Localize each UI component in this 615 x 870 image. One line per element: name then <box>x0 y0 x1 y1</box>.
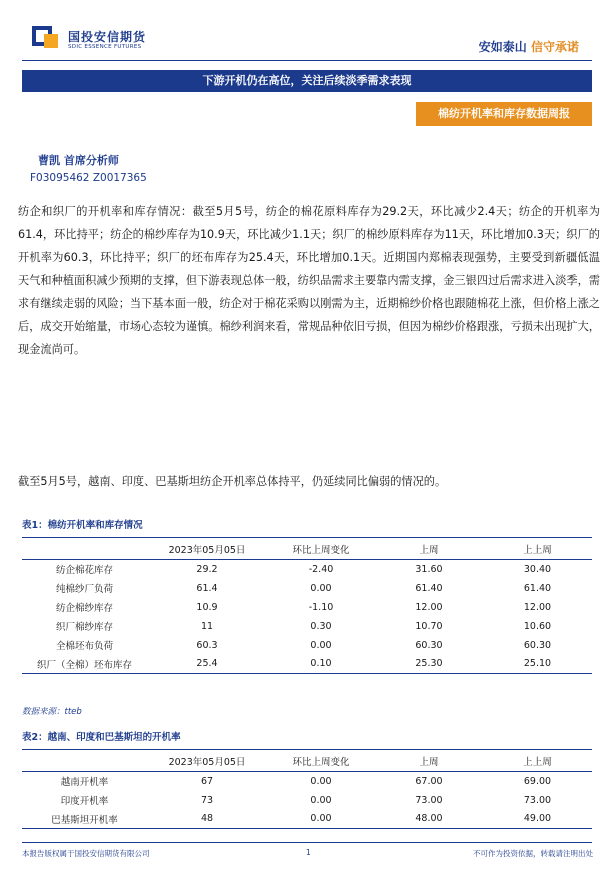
row-label: 巴基斯坦开机率 <box>51 814 118 826</box>
page-number: 1 <box>306 848 311 857</box>
analyst-license: F03095462 Z0017365 <box>30 172 147 184</box>
paragraph-summary: 纺企和织厂的开机率和库存情况：截至5月5号，纺企的棉花原料库存为29.2天，环比减少2.4天；纺企的开机率为61.4，环比持平；纺企的棉纱库存为10.9天，环比减少1.1天；织厂的棉纱原料库存为11天，环比增加0.3天；织厂的开机率为60.3，环比持平；织厂的坯布库存为25.4天，环比增加0.1天。近期国内郑棉表现强势，主要受到新疆低温天气和种植面积减少预期的支撑，但下游表现总体一般，纺织品需求主要靠内需支撑，金三银四过后需求进入淡季，需求有继续走弱的风险；当下基本面一般，纺企对于棉花采购以刚需为主，近期棉纱价格也跟随棉花上涨，但价格上涨之后，成交开始缩量，市场心态较为谨慎。棉纱利润来看，常规品种依旧亏损，但因为棉纱价格跟涨，亏损未出现扩大，现金流尚可。 <box>18 205 600 356</box>
table-cell: 61.40 <box>415 582 443 594</box>
table1 <box>22 537 592 674</box>
table-cell: 60.30 <box>523 639 552 651</box>
table-cell: 67.00 <box>415 775 443 787</box>
row-label: 纯棉纱厂负荷 <box>55 584 113 595</box>
table-cell: 12.00 <box>415 601 443 613</box>
table-cell: 73.00 <box>523 794 552 806</box>
table-header-cell: 上周 <box>419 544 439 556</box>
table-cell: 10.60 <box>523 620 552 632</box>
table-row <box>22 772 592 791</box>
table-cell: 29.2 <box>196 563 218 575</box>
table-cell: 10.9 <box>196 601 218 613</box>
table-cell: 61.4 <box>196 582 218 594</box>
table-cell: 10.70 <box>415 620 443 632</box>
table2 <box>22 749 592 829</box>
row-label: 纺企棉花库存 <box>55 565 113 577</box>
data-source-note: 数据来源：tteb <box>22 707 82 717</box>
table-cell: 0.00 <box>310 813 332 825</box>
table-header-cell: 环比上周变化 <box>292 544 350 556</box>
table-cell: 60.30 <box>415 639 443 651</box>
table-row <box>22 617 592 636</box>
table-header-cell: 上上周 <box>523 756 552 768</box>
table-header-cell: 2023年05月05日 <box>168 544 246 556</box>
table-cell: 0.10 <box>310 658 332 670</box>
slogan <box>479 38 579 55</box>
table-cell: 0.00 <box>310 775 332 787</box>
company-logo-icon <box>32 26 62 48</box>
table-header-row <box>22 750 592 772</box>
report-title: 下游开机仍在高位，关注后续淡季需求表现 <box>22 70 592 92</box>
table-cell: 49.00 <box>523 813 552 825</box>
header-divider <box>22 60 592 61</box>
table-cell: 11 <box>200 620 214 632</box>
table-row <box>22 810 592 829</box>
page-header <box>0 0 615 62</box>
table-cell: 31.60 <box>415 563 443 575</box>
table-header-cell <box>22 538 147 560</box>
table-cell: 73 <box>200 794 214 806</box>
slogan-part-b: 信守承诺 <box>530 40 579 54</box>
table-header-cell: 环比上周变化 <box>292 756 350 768</box>
row-label: 印度开机率 <box>60 796 109 807</box>
table-cell: 25.30 <box>415 658 443 670</box>
footer-copyright: 本报告版权属于国投安信期货有限公司 <box>22 849 150 858</box>
logo-chinese-name: 国投安信期货 <box>68 30 147 44</box>
table-row <box>22 655 592 674</box>
table-cell: 48 <box>200 813 214 825</box>
table-header-cell: 上上周 <box>523 544 552 556</box>
slogan-part-a: 安如泰山 <box>478 40 527 54</box>
table-cell: 73.00 <box>415 794 443 806</box>
table-cell: 0.00 <box>310 794 332 806</box>
table-cell: 0.00 <box>310 582 332 594</box>
table-row <box>22 579 592 598</box>
table-header-cell: 上周 <box>419 756 439 768</box>
table-header-cell <box>22 750 147 772</box>
footer-divider <box>22 842 592 843</box>
table-cell: -1.10 <box>308 601 334 613</box>
table-header-row <box>22 538 592 560</box>
paragraph-overseas: 截至5月5号，越南、印度、巴基斯坦纺企开机率总体持平，仍延续同比偏弱的情况的。 <box>18 475 447 488</box>
table-header-cell: 2023年05月05日 <box>168 756 246 768</box>
row-label: 全棉坯布负荷 <box>55 641 113 652</box>
table-cell: 67 <box>200 775 214 787</box>
table2-title: 表2：越南、印度和巴基斯坦的开机率 <box>22 732 181 743</box>
row-label: 纺企棉纱库存 <box>55 603 113 614</box>
analyst-name: 曹凯 首席分析师 <box>38 154 119 167</box>
footer-disclaimer: 不可作为投资依据，转载请注明出处 <box>473 849 593 858</box>
table-row <box>22 598 592 617</box>
report-topic-badge: 棉纺开机率和库存数据周报 <box>416 102 592 126</box>
table-cell: 12.00 <box>523 601 552 613</box>
table-cell: 60.3 <box>196 639 218 651</box>
table-cell: 30.40 <box>523 563 552 575</box>
table-row <box>22 636 592 655</box>
row-label: 织厂棉纱库存 <box>55 622 113 633</box>
table-cell: -2.40 <box>308 563 334 575</box>
table-row <box>22 560 592 579</box>
table-cell: 0.30 <box>310 620 332 632</box>
table-cell: 69.00 <box>523 775 552 787</box>
table-cell: 25.4 <box>196 658 218 670</box>
table-cell: 61.40 <box>523 582 552 594</box>
row-label: 织厂（全棉）坯布库存 <box>36 659 132 671</box>
table-cell: 25.10 <box>523 658 552 670</box>
table-row <box>22 791 592 810</box>
table-cell: 0.00 <box>310 639 332 651</box>
logo-english-name: SDIC ESSENCE FUTURES <box>68 44 142 50</box>
row-label: 越南开机率 <box>60 777 109 789</box>
table1-title: 表1：棉纺开机率和库存情况 <box>22 520 143 531</box>
table-cell: 48.00 <box>415 813 443 825</box>
